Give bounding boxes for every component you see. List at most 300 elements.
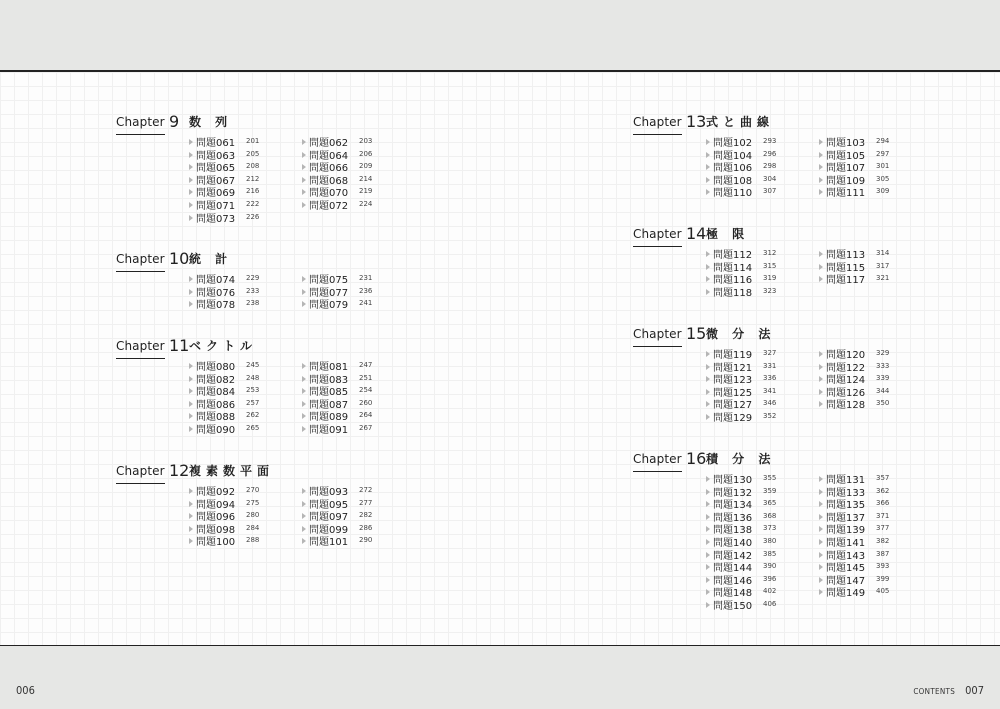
problem-page-number: 248 [246,373,260,382]
chapter-underline [633,471,682,472]
problem-name: 問題087 [309,399,349,411]
chapter-title: 微 分 法 [706,327,776,341]
problem-name: 問題066 [309,163,349,175]
triangle-bullet-icon [706,552,710,558]
problem-page-number: 309 [876,187,890,196]
problem-name: 問題080 [196,362,236,373]
problem-name: 問題136 [713,512,753,524]
problem-entry[interactable] [189,372,260,386]
problem-name: 問題086 [196,399,236,411]
problem-entry[interactable] [706,573,777,587]
problem-name: 問題063 [196,150,236,162]
problem-page-number: 226 [246,212,260,221]
chapter-heading [633,222,933,244]
problem-page-number: 344 [876,386,890,395]
problem-page-number: 315 [763,261,777,270]
chapter-number: 12 [169,461,190,480]
problem-entry[interactable] [706,535,777,549]
triangle-bullet-icon [189,152,193,158]
problem-name: 問題138 [713,525,753,537]
problem-entry[interactable] [706,360,777,374]
problem-page-number: 323 [763,286,777,295]
chapter-label: Chapter [116,252,165,266]
problem-page-number: 208 [246,162,260,171]
problem-entry[interactable] [706,397,777,412]
problem-entry[interactable] [706,135,777,149]
problem-page-number: 405 [876,587,890,596]
triangle-bullet-icon [819,526,823,532]
problem-page-number: 298 [763,162,777,171]
triangle-bullet-icon [819,139,823,145]
problem-entry[interactable] [819,560,890,575]
problem-name: 問題093 [309,487,349,498]
problem-page-number: 238 [246,299,260,308]
problem-page-number: 301 [876,162,890,171]
problem-name: 問題143 [826,550,866,562]
chapter-14 [633,222,933,299]
problem-page-number: 377 [876,524,890,533]
problem-entry[interactable] [819,548,890,562]
problem-entry[interactable] [819,497,890,512]
problem-entry[interactable] [302,272,373,286]
problem-page-number: 319 [763,274,777,283]
problem-entry[interactable] [189,173,260,187]
chapter-heading [116,110,416,132]
problem-name: 問題133 [826,487,866,499]
problem-page-number: 253 [246,386,260,395]
chapter-heading [633,322,933,344]
problem-entry[interactable] [302,198,373,212]
problem-page-number: 288 [246,536,260,545]
problem-name: 問題107 [826,163,866,175]
chapter-heading [116,334,416,356]
triangle-bullet-icon [302,152,306,158]
triangle-bullet-icon [706,602,710,608]
chapter-heading [633,110,933,132]
problem-name: 問題116 [713,275,753,287]
problem-page-number: 231 [359,274,373,282]
triangle-bullet-icon [819,389,823,395]
problem-entry[interactable] [302,160,373,175]
problem-page-number: 355 [763,474,777,482]
triangle-bullet-icon [302,139,306,145]
problem-entry[interactable] [819,360,890,374]
problem-entry[interactable] [819,347,890,361]
triangle-bullet-icon [189,301,193,307]
problem-entry[interactable] [302,285,373,299]
triangle-bullet-icon [302,526,306,532]
problem-entry[interactable] [302,534,373,549]
problem-page-number: 294 [876,137,890,145]
chapter-title: 複素数平面 [189,464,275,478]
chapter-title: 数 列 [189,115,233,129]
triangle-bullet-icon [706,264,710,270]
problem-entry[interactable] [189,509,260,524]
problem-name: 問題091 [309,425,349,436]
problem-page-number: 201 [246,137,260,145]
triangle-bullet-icon [189,189,193,195]
problem-entry[interactable] [189,484,260,498]
problem-entry[interactable] [189,397,260,411]
problem-entry[interactable] [819,472,890,486]
problem-entry[interactable] [302,397,373,411]
triangle-bullet-icon [819,276,823,282]
problem-entry[interactable] [819,372,890,387]
triangle-bullet-icon [189,388,193,394]
problem-page-number: 312 [763,249,777,257]
problem-page-number: 327 [763,349,777,357]
chapter-heading [116,459,416,481]
triangle-bullet-icon [706,364,710,370]
problem-name: 問題099 [309,524,349,536]
problem-name: 問題062 [309,138,349,149]
problem-entry[interactable] [706,285,777,299]
triangle-bullet-icon [706,539,710,545]
problem-name: 問題070 [309,188,349,200]
problem-name: 問題150 [713,601,753,612]
chapter-underline [633,134,682,135]
right-folio [913,684,984,697]
triangle-bullet-icon [706,514,710,520]
problem-entry[interactable] [189,185,260,200]
problem-name: 問題104 [713,150,753,162]
triangle-bullet-icon [189,177,193,183]
triangle-bullet-icon [706,577,710,583]
problem-name: 問題121 [713,362,753,374]
triangle-bullet-icon [189,276,193,282]
chapter-label: Chapter [116,464,165,478]
problem-page-number: 251 [359,373,373,382]
problem-entry[interactable] [819,485,890,499]
problem-entry[interactable] [819,510,890,524]
problem-entry[interactable] [189,497,260,511]
problem-entry[interactable] [302,185,373,200]
problem-name: 問題078 [196,300,236,312]
problem-name: 問題141 [826,538,866,549]
problem-name: 問題064 [309,150,349,162]
problem-entry[interactable] [189,148,260,162]
triangle-bullet-icon [189,426,193,432]
triangle-bullet-icon [819,514,823,520]
problem-name: 問題130 [713,475,753,486]
problem-name: 問題097 [309,512,349,524]
triangle-bullet-icon [819,564,823,570]
problem-name: 問題139 [826,525,866,537]
problem-name: 問題108 [713,175,753,187]
triangle-bullet-icon [819,364,823,370]
problem-entry[interactable] [302,148,373,162]
problem-entry[interactable] [819,397,890,412]
chapter-number: 13 [686,112,707,131]
problem-entry[interactable] [302,484,373,498]
chapter-label: Chapter [633,115,682,129]
problem-entry[interactable] [302,509,373,524]
problem-entry[interactable] [706,247,777,261]
problem-entry[interactable] [189,198,260,212]
problem-entry[interactable] [819,173,890,187]
problem-entry[interactable] [189,409,260,424]
problem-entry[interactable] [819,160,890,175]
problem-entry[interactable] [189,297,260,312]
problem-name: 問題085 [309,387,349,399]
problem-entry[interactable] [189,211,260,225]
problem-name: 問題068 [309,175,349,187]
problem-entry[interactable] [302,522,373,536]
triangle-bullet-icon [706,476,710,482]
problem-page-number: 245 [246,361,260,369]
problem-entry[interactable] [706,548,777,562]
problem-entry[interactable] [819,135,890,149]
right-page-number: 007 [965,684,984,697]
problem-page-number: 368 [763,511,777,520]
problem-page-number: 317 [876,261,890,270]
problem-entry[interactable] [189,384,260,399]
problem-page-number: 229 [246,274,260,282]
triangle-bullet-icon [302,413,306,419]
problem-entry[interactable] [706,560,777,575]
problem-entry[interactable] [706,160,777,175]
problem-entry[interactable] [302,173,373,187]
problem-entry[interactable] [302,297,373,312]
problem-name: 問題129 [713,413,753,424]
problem-entry[interactable] [819,585,890,600]
chapter-underline [633,246,682,247]
problem-name: 問題118 [713,287,753,299]
problem-entry[interactable] [819,385,890,399]
problem-entry[interactable] [189,272,260,286]
problem-page-number: 257 [246,398,260,407]
triangle-bullet-icon [189,526,193,532]
chapter-underline [116,358,165,359]
problem-entry[interactable] [819,260,890,274]
problem-page-number: 265 [246,424,260,432]
problem-page-number: 206 [359,149,373,158]
triangle-bullet-icon [706,164,710,170]
problem-page-number: 305 [876,174,890,183]
problem-page-number: 396 [763,574,777,583]
problem-name: 問題113 [826,250,866,261]
problem-entry[interactable] [706,185,777,200]
triangle-bullet-icon [302,289,306,295]
problem-name: 問題123 [713,375,753,387]
triangle-bullet-icon [706,152,710,158]
problem-name: 問題094 [196,499,236,511]
problem-page-number: 346 [763,399,777,408]
chapter-number: 15 [686,324,707,343]
problem-name: 問題147 [826,575,866,587]
chapter-number: 11 [169,336,190,355]
triangle-bullet-icon [706,289,710,295]
problem-name: 問題089 [309,412,349,424]
problem-entry[interactable] [189,285,260,299]
problem-name: 問題074 [196,275,236,286]
problem-name: 問題082 [196,374,236,386]
triangle-bullet-icon [302,388,306,394]
triangle-bullet-icon [706,414,710,420]
problem-name: 問題119 [713,350,753,361]
problem-entry[interactable] [819,247,890,261]
triangle-bullet-icon [819,164,823,170]
problem-page-number: 314 [876,249,890,257]
triangle-bullet-icon [302,501,306,507]
problem-entry[interactable] [706,148,777,162]
problem-name: 問題077 [309,287,349,299]
problem-page-number: 331 [763,361,777,370]
problem-name: 問題134 [713,500,753,512]
problem-entry[interactable] [706,272,777,287]
triangle-bullet-icon [706,139,710,145]
problem-name: 問題131 [826,475,866,486]
chapter-label: Chapter [633,327,682,341]
problem-page-number: 336 [763,374,777,383]
problem-entry[interactable] [706,260,777,274]
chapter-underline [116,271,165,272]
problem-page-number: 385 [763,549,777,558]
problem-entry[interactable] [302,135,373,149]
problem-page-number: 209 [359,162,373,171]
problem-name: 問題079 [309,300,349,312]
problem-name: 問題137 [826,512,866,524]
problem-name: 問題071 [196,201,236,212]
problem-page-number: 390 [763,562,777,571]
problem-entry[interactable] [706,485,777,499]
problem-name: 問題101 [309,537,349,549]
problem-page-number: 267 [359,424,373,432]
problem-entry[interactable] [189,422,260,436]
problem-name: 問題135 [826,500,866,512]
triangle-bullet-icon [819,401,823,407]
problem-page-number: 382 [876,537,890,545]
triangle-bullet-icon [302,363,306,369]
problem-name: 問題128 [826,400,866,412]
problem-name: 問題065 [196,163,236,175]
problem-page-number: 222 [246,200,260,208]
problem-page-number: 284 [246,523,260,532]
triangle-bullet-icon [706,351,710,357]
problem-page-number: 203 [359,137,373,145]
triangle-bullet-icon [302,488,306,494]
problem-entry[interactable] [302,497,373,511]
problem-name: 問題115 [826,262,866,274]
problem-name: 問題075 [309,275,349,286]
problem-entry[interactable] [189,522,260,536]
problem-entry[interactable] [302,384,373,399]
problem-entry[interactable] [706,347,777,361]
triangle-bullet-icon [302,301,306,307]
problem-name: 問題127 [713,400,753,412]
triangle-bullet-icon [706,401,710,407]
triangle-bullet-icon [189,538,193,544]
problem-name: 問題098 [196,524,236,536]
problem-entry[interactable] [706,497,777,512]
problem-page-number: 339 [876,374,890,383]
problem-page-number: 277 [359,498,373,507]
triangle-bullet-icon [189,513,193,519]
problem-name: 問題110 [713,188,753,200]
triangle-bullet-icon [819,152,823,158]
problem-page-number: 293 [763,137,777,145]
problem-entry[interactable] [706,522,777,537]
chapter-number: 16 [686,449,707,468]
problem-entry[interactable] [189,359,260,373]
problem-name: 問題096 [196,512,236,524]
problem-entry[interactable] [706,510,777,524]
problem-entry[interactable] [706,472,777,486]
problem-page-number: 380 [763,537,777,545]
problem-name: 問題095 [309,499,349,511]
problem-page-number: 260 [359,398,373,407]
problem-page-number: 280 [246,511,260,520]
chapter-13 [633,110,933,200]
problem-entry[interactable] [302,372,373,386]
problem-page-number: 296 [763,149,777,158]
chapter-number: 9 [169,112,180,131]
triangle-bullet-icon [302,513,306,519]
problem-entry[interactable] [302,422,373,436]
problem-entry[interactable] [819,148,890,162]
problem-entry[interactable] [819,535,890,549]
triangle-bullet-icon [302,538,306,544]
problem-page-number: 333 [876,361,890,370]
problem-page-number: 341 [763,386,777,395]
problem-name: 問題125 [713,387,753,399]
problem-page-number: 304 [763,174,777,183]
contents-label: CONTENTS [913,687,956,696]
problem-page-number: 290 [359,536,373,545]
problem-page-number: 236 [359,286,373,295]
problem-entry[interactable] [189,534,260,549]
problem-entry[interactable] [189,160,260,175]
problem-name: 問題124 [826,375,866,387]
problem-entry[interactable] [302,359,373,373]
problem-page-number: 307 [763,187,777,196]
problem-entry[interactable] [819,272,890,287]
problem-page-number: 387 [876,549,890,558]
triangle-bullet-icon [189,501,193,507]
triangle-bullet-icon [706,177,710,183]
triangle-bullet-icon [706,189,710,195]
problem-entry[interactable] [302,409,373,424]
problem-name: 問題122 [826,362,866,374]
chapter-title: 極 限 [706,227,750,241]
problem-page-number: 286 [359,523,373,532]
problem-entry[interactable] [819,185,890,200]
problem-page-number: 321 [876,274,890,283]
problem-entry[interactable] [819,522,890,537]
problem-name: 問題114 [713,262,753,274]
problem-entry[interactable] [706,385,777,399]
problem-page-number: 371 [876,511,890,520]
problem-page-number: 373 [763,524,777,533]
problem-page-number: 357 [876,474,890,482]
problem-name: 問題149 [826,588,866,600]
problem-entry[interactable] [706,410,777,424]
problem-name: 問題092 [196,487,236,498]
problem-entry[interactable] [819,573,890,587]
chapter-underline [633,346,682,347]
problem-entry[interactable] [706,173,777,187]
problem-page-number: 241 [359,299,373,308]
problem-entry[interactable] [706,372,777,387]
problem-entry[interactable] [706,598,777,612]
problem-name: 問題109 [826,175,866,187]
problem-page-number: 282 [359,511,373,520]
problem-entry[interactable] [706,585,777,600]
problem-entry[interactable] [189,135,260,149]
problem-page-number: 406 [763,600,777,608]
chapter-label: Chapter [116,339,165,353]
chapter-11 [116,334,416,436]
